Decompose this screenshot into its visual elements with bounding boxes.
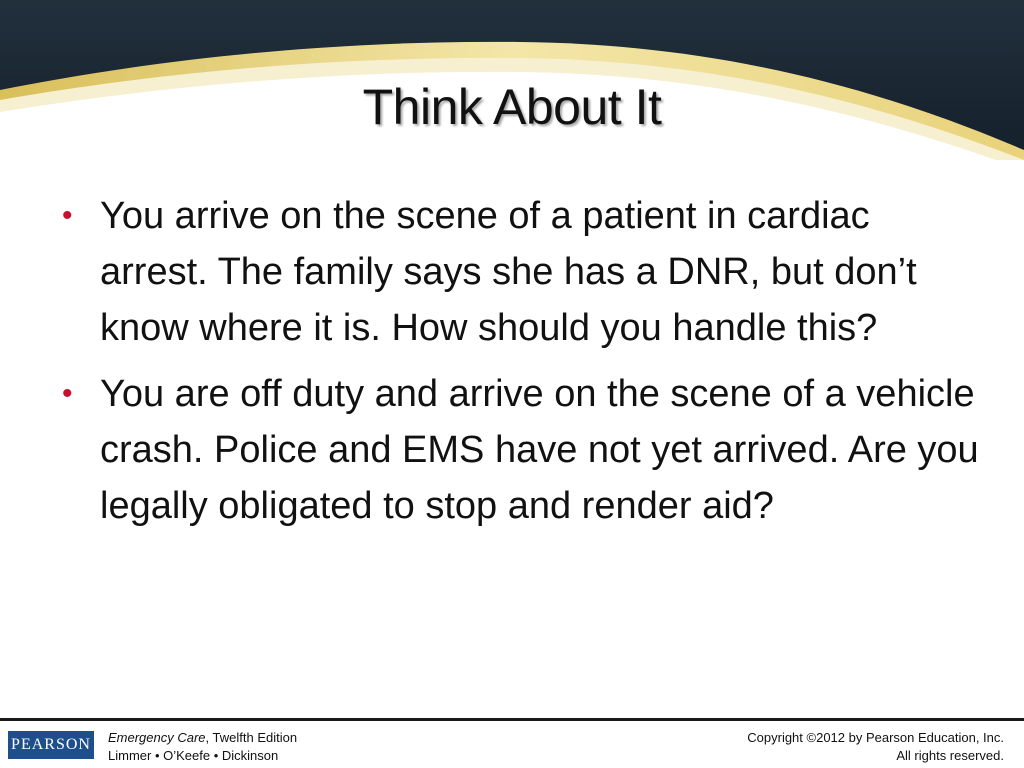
bullet-item [62, 366, 982, 534]
book-title-line [108, 729, 297, 747]
rights-text: All rights reserved. [896, 748, 1004, 763]
bullet-list [62, 188, 982, 544]
book-edition: , Twelfth Edition [205, 730, 298, 745]
slide-title: Think About It [362, 79, 662, 135]
bullet-text: You arrive on the scene of a patient in cardiac arrest. The family says she has a DNR, but don’t know where it is. How should you handle this? [100, 195, 917, 349]
bullet-dot-icon: • [62, 377, 73, 410]
copyright-text: Copyright ©2012 by Pearson Education, Inc. [747, 730, 1004, 745]
book-title: Emergency Care [108, 730, 206, 745]
bullet-text: You are off duty and arrive on the scene of a vehicle crash. Police and EMS have not yet arrived. Are you legally obligated to stop and render aid? [100, 373, 979, 527]
copyright-notice [747, 729, 1004, 765]
slide-footer [0, 721, 1024, 768]
book-authors: Limmer • O’Keefe • Dickinson [108, 748, 279, 763]
book-info [108, 729, 297, 765]
bullet-dot-icon: • [62, 199, 73, 232]
bullet-item [62, 188, 982, 356]
pearson-logo: PEARSON [8, 731, 94, 759]
